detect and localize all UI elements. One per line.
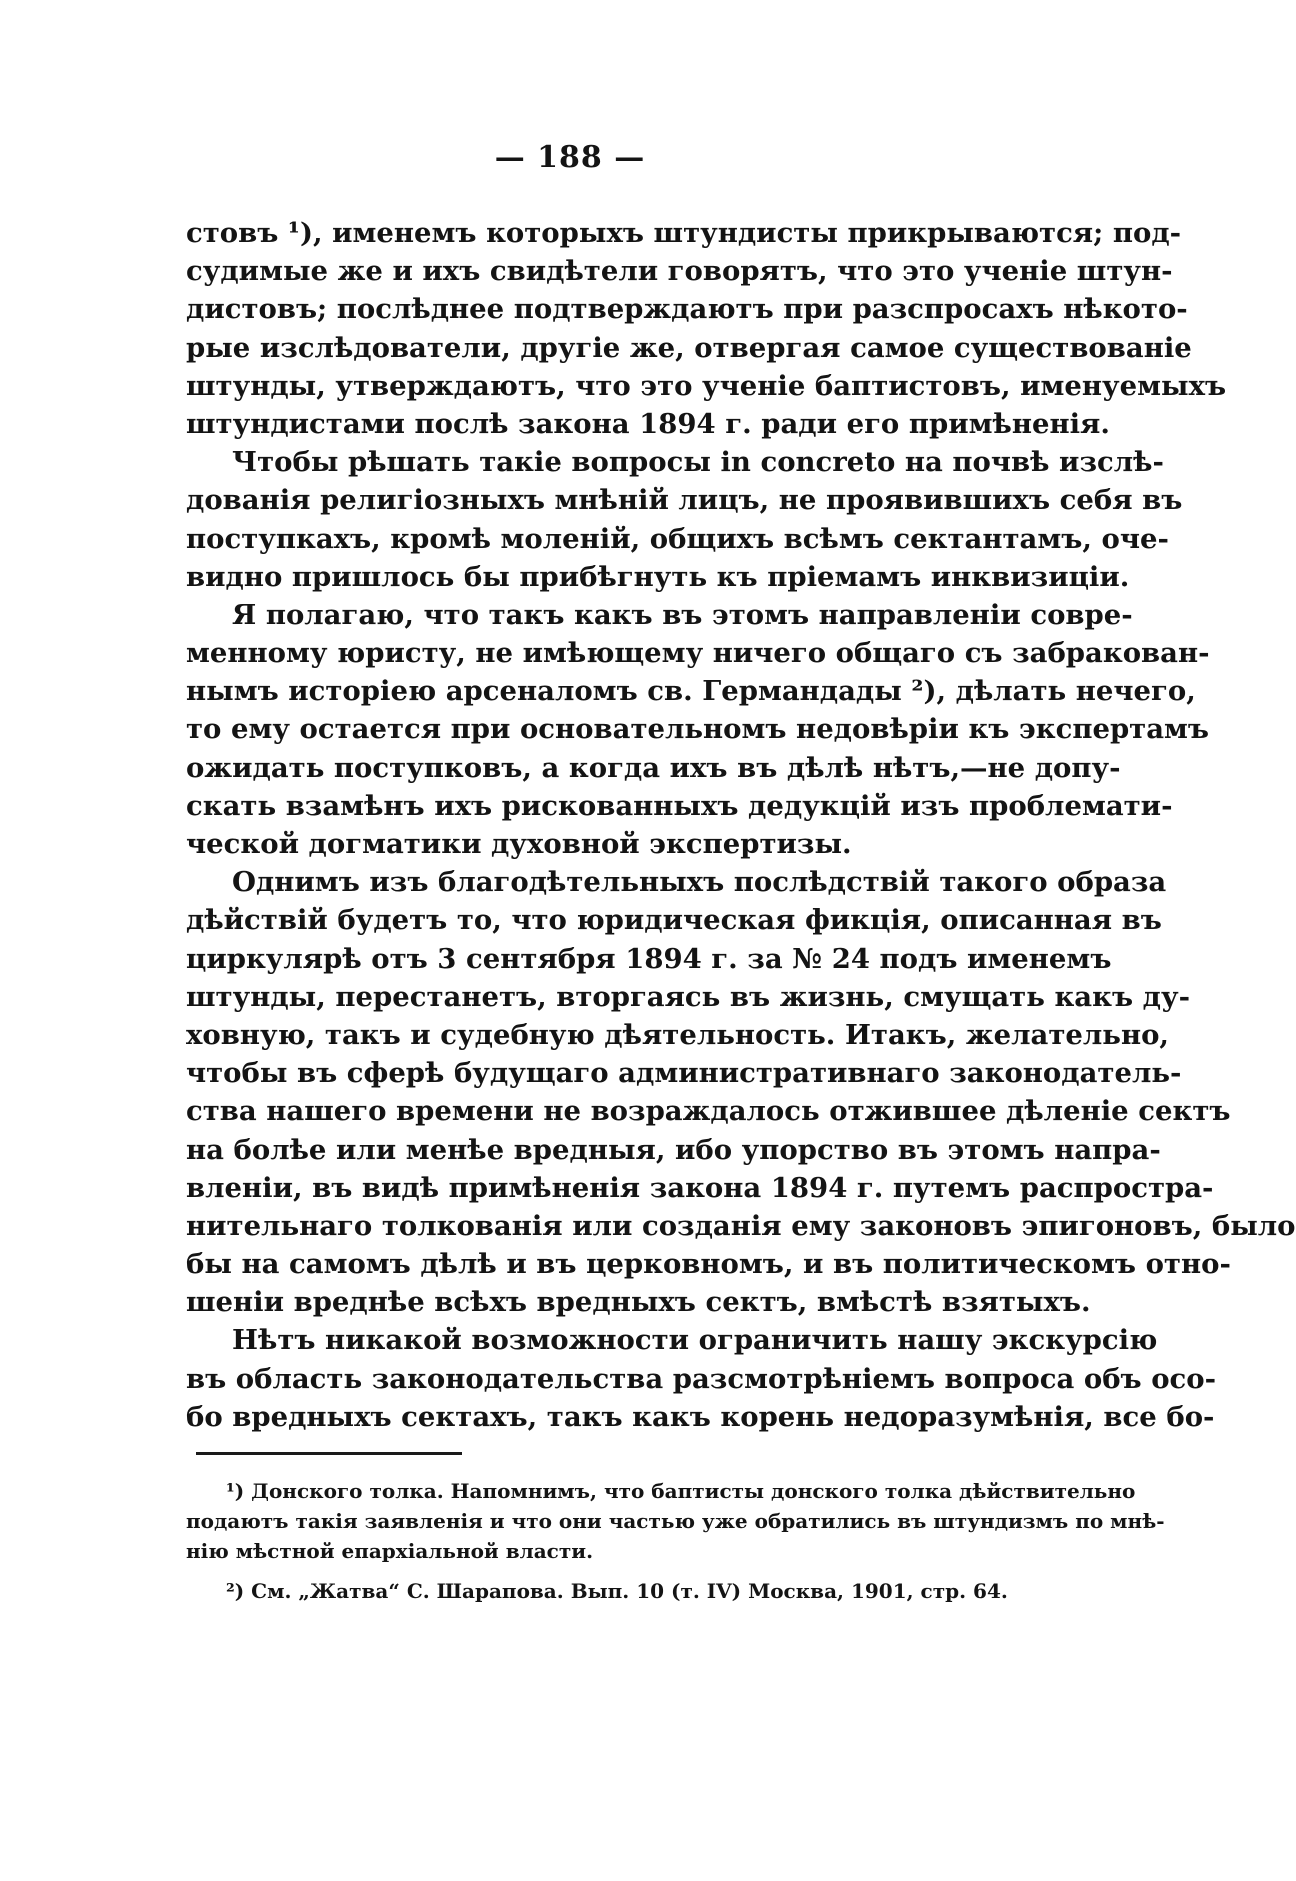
body-text xyxy=(186,214,1296,1436)
text-line: Нѣтъ никакой возможности ограничить нашу экскурсію xyxy=(232,1324,1158,1357)
text-line: рые изслѣдователи, другіе же, отвергая самое существованіе xyxy=(186,331,1192,364)
text-line: дистовъ; послѣднее подтверждаютъ при разспросахъ нѣкото- xyxy=(186,293,1188,326)
text-line: шеніи вреднѣе всѣхъ вредныхъ сектъ, вмѣстѣ взятыхъ. xyxy=(186,1286,1091,1319)
text-line: вленіи, въ видѣ примѣненія закона 1894 г. путемъ распростра- xyxy=(186,1171,1214,1204)
footnote-line: нію мѣстной епархіальной власти. xyxy=(186,1539,594,1563)
text-line: то ему остается при основательномъ недовѣріи къ экспертамъ xyxy=(186,713,1210,746)
text-line: скать взамѣнъ ихъ рискованныхъ дедукцій изъ проблемати- xyxy=(186,789,1173,822)
footnote-divider xyxy=(196,1452,462,1455)
text-line: нительнаго толкованія или созданія ему законовъ эпигоновъ, было xyxy=(186,1209,1296,1242)
text-line: видно пришлось бы прибѣгнуть къ пріемамъ инквизиціи. xyxy=(186,560,1130,593)
text-line: Чтобы рѣшать такіе вопросы in concreto на почвѣ изслѣ- xyxy=(232,446,1164,479)
footnote-1 xyxy=(186,1476,1165,1566)
footnote-line: ²) См. „Жатва“ С. Шарапова. Вып. 10 (т. IV) Москва, 1901, стр. 64. xyxy=(226,1579,1008,1603)
paragraph xyxy=(186,863,1296,1321)
paragraph xyxy=(186,443,1183,596)
text-line: стовъ ¹), именемъ которыхъ штундисты прикрываются; под- xyxy=(186,217,1182,249)
text-line: бы на самомъ дѣлѣ и въ церковномъ, и въ политическомъ отно- xyxy=(186,1248,1231,1281)
paragraph xyxy=(186,1321,1217,1436)
paragraph xyxy=(186,214,1227,443)
text-line: судимые же и ихъ свидѣтели говорятъ, что это ученіе штун- xyxy=(186,255,1173,288)
text-line: ожидать поступковъ, а когда ихъ въ дѣлѣ нѣтъ,—не допу- xyxy=(186,751,1121,784)
text-line: нымъ исторіею арсеналомъ св. Германдады ²), дѣлать нечего, xyxy=(186,675,1196,708)
text-line: штундистами послѣ закона 1894 г. ради его примѣненія. xyxy=(186,407,1110,440)
text-line: поступкахъ, кромѣ моленій, общихъ всѣмъ сектантамъ, оче- xyxy=(186,522,1169,555)
text-line: въ область законодательства разсмотрѣніемъ вопроса объ осо- xyxy=(186,1362,1217,1395)
footnote-line: подаютъ такія заявленія и что они частью уже обратились въ штундизмъ по мнѣ- xyxy=(186,1509,1165,1533)
text-line: штунды, перестанетъ, вторгаясь въ жизнь, смущать какъ ду- xyxy=(186,980,1190,1013)
text-line: циркулярѣ отъ 3 сентября 1894 г. за № 24 подъ именемъ xyxy=(186,942,1112,975)
text-line: на болѣе или менѣе вредныя, ибо упорство въ этомъ напра- xyxy=(186,1133,1161,1166)
text-line: ческой догматики духовной экспертизы. xyxy=(186,828,852,860)
text-line: дѣйствій будетъ то, что юридическая фикція, описанная въ xyxy=(186,904,1162,937)
footnote-2 xyxy=(186,1576,1026,1606)
text-line: менному юристу, не имѣющему ничего общаго съ забракован- xyxy=(186,637,1210,670)
paragraph xyxy=(186,596,1210,863)
text-line: бо вредныхъ сектахъ, такъ какъ корень недоразумѣнія, все бо- xyxy=(186,1400,1215,1433)
footnotes xyxy=(186,1476,1165,1606)
text-line: чтобы въ сферѣ будущаго административнаго законодатель- xyxy=(186,1057,1182,1090)
text-line: штунды, утверждаютъ, что это ученіе баптистовъ, именуемыхъ xyxy=(186,369,1227,402)
text-line: дованія религіозныхъ мнѣній лицъ, не проявившихъ себя въ xyxy=(186,484,1183,517)
text-line: Однимъ изъ благодѣтельныхъ послѣдствій такого образа xyxy=(232,866,1167,899)
footnote-line: ¹) Донского толка. Напомнимъ, что баптисты донского толка дѣйствительно xyxy=(226,1479,1136,1503)
text-line: Я полагаю, что такъ какъ въ этомъ направленіи совре- xyxy=(232,598,1133,631)
text-line: ховную, такъ и судебную дѣятельность. Итакъ, желательно, xyxy=(186,1018,1169,1051)
page-number: — 188 — xyxy=(494,140,646,175)
text-line: ства нашего времени не возраждалось отжившее дѣленіе сектъ xyxy=(186,1095,1231,1128)
